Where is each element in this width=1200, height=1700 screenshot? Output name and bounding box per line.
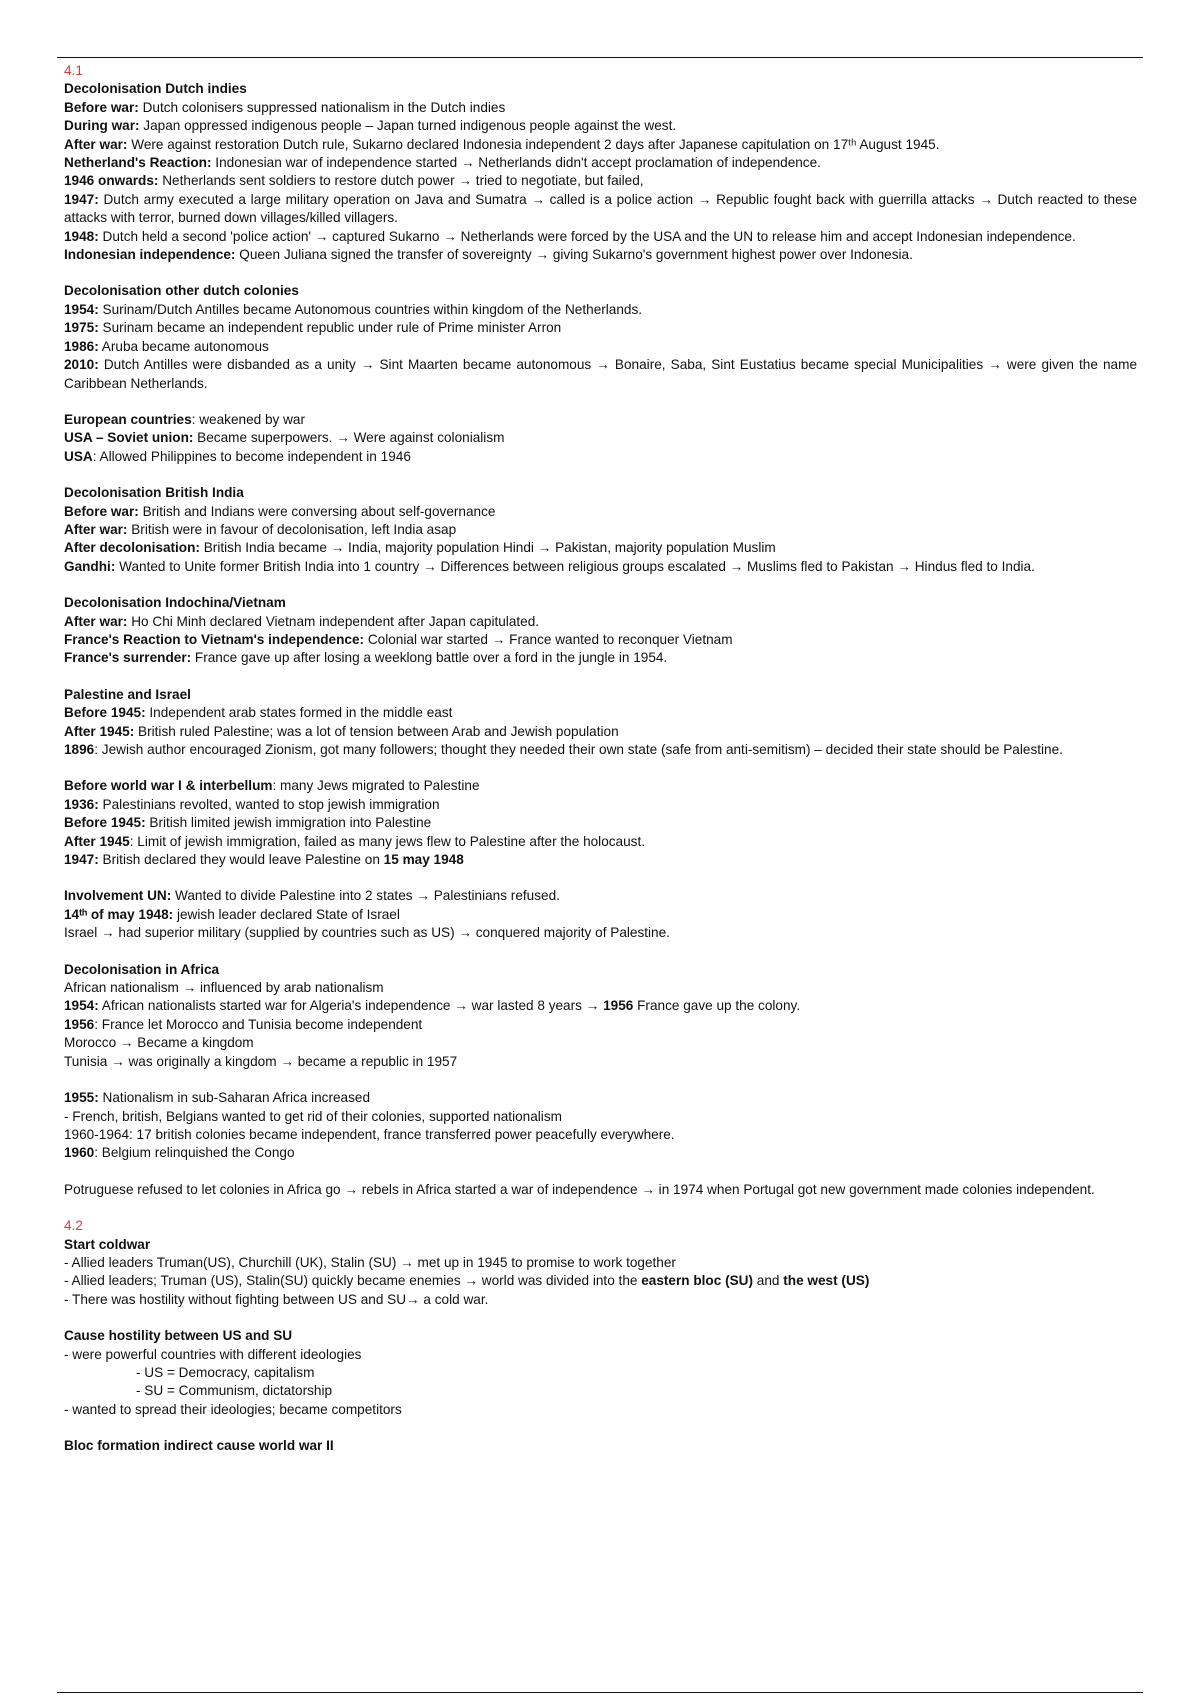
document-page xyxy=(64,62,1137,1456)
text-line: Netherland's Reaction: Indonesian war of independence started → Netherlands didn't accept proclamation of independence. xyxy=(64,155,821,171)
text-line: Israel → had superior military (supplied by countries such as US) → conquered majority of Palestine. xyxy=(64,925,670,941)
heading-british-india: Decolonisation British India xyxy=(64,485,244,501)
text-line: After war: Ho Chi Minh declared Vietnam independent after Japan capitulated. xyxy=(64,613,540,629)
heading-bloc-formation: Bloc formation indirect cause world war II xyxy=(64,1438,334,1454)
top-rule xyxy=(57,57,1143,58)
text-line: Before war: British and Indians were conversing about self-governance xyxy=(64,503,496,519)
text-line: 1975: Surinam became an independent republic under rule of Prime minister Arron xyxy=(64,320,562,336)
text-line: African nationalism → influenced by arab nationalism xyxy=(64,980,384,996)
text-line: - US = Democracy, capitalism xyxy=(136,1364,315,1380)
text-line: 1955: Nationalism in sub-Saharan Africa increased xyxy=(64,1090,371,1106)
text-paragraph: 1947: Dutch army executed a large military operation on Java and Sumatra → called is a police action → Republic fought back with guerrilla attacks → Dutch reacted to these attacks with terror, burned down villages/killed villagers. xyxy=(64,191,1137,226)
text-paragraph: 2010: Dutch Antilles were disbanded as a unity → Sint Maarten became autonomous → Bonaire, Saba, Sint Eustatius became special Municipalities → were given the name Caribbean Netherlands. xyxy=(64,357,1137,391)
heading-start-coldwar: Start coldwar xyxy=(64,1236,151,1252)
text-line: Before world war I & interbellum: many Jews migrated to Palestine xyxy=(64,778,480,794)
text-line: After 1945: Limit of jewish immigration, failed as many jews flew to Palestine after the holocaust. xyxy=(64,833,646,849)
text-line: Morocco → Became a kingdom xyxy=(64,1035,254,1051)
text-line: Tunisia → was originally a kingdom → became a republic in 1957 xyxy=(64,1053,458,1069)
text-line: - There was hostility without fighting between US and SU→ a cold war. xyxy=(64,1291,489,1307)
heading-dutch-indies: Decolonisation Dutch indies xyxy=(64,81,247,97)
text-line: USA: Allowed Philippines to become independent in 1946 xyxy=(64,448,411,464)
text-line: 14ᵗʰ of may 1948: jewish leader declared State of Israel xyxy=(64,906,400,922)
text-paragraph: Potruguese refused to let colonies in Africa go → rebels in Africa started a war of independence → in 1974 when Portugal got new government made colonies independent. xyxy=(64,1181,1095,1197)
text-line: - Allied leaders; Truman (US), Stalin(SU) quickly became enemies → world was divided into the eastern bloc (SU) and the west (US) xyxy=(64,1273,870,1289)
text-line: 1947: British declared they would leave Palestine on 15 may 1948 xyxy=(64,852,464,868)
text-line: - wanted to spread their ideologies; became competitors xyxy=(64,1401,402,1417)
text-line: After 1945: British ruled Palestine; was a lot of tension between Arab and Jewish population xyxy=(64,723,619,739)
text-paragraph: Gandhi: Wanted to Unite former British India into 1 country → Differences between religious groups escalated → Muslims fled to Pakistan → Hindus fled to India. xyxy=(64,558,1035,574)
text-paragraph: 1896: Jewish author encouraged Zionism, got many followers; thought they needed their own state (safe from anti-semitism) – decided their state should be Palestine. xyxy=(64,742,1063,757)
text-line: Before 1945: British limited jewish immigration into Palestine xyxy=(64,815,432,831)
text-line: After war: British were in favour of decolonisation, left India asap xyxy=(64,521,457,537)
text-line: After decolonisation: British India became → India, majority population Hindi → Pakistan, majority population Muslim xyxy=(64,540,776,556)
text-line: - SU = Communism, dictatorship xyxy=(136,1383,333,1399)
text-line: During war: Japan oppressed indigenous people – Japan turned indigenous people against the west. xyxy=(64,118,677,134)
text-line: Before war: Dutch colonisers suppressed nationalism in the Dutch indies xyxy=(64,99,506,115)
heading-indochina: Decolonisation Indochina/Vietnam xyxy=(64,595,286,611)
text-line: Indonesian independence: Queen Juliana signed the transfer of sovereignty → giving Sukarno's government highest power over Indonesia. xyxy=(64,247,913,263)
text-line: - were powerful countries with different ideologies xyxy=(64,1346,362,1362)
text-line: 1936: Palestinians revolted, wanted to stop jewish immigration xyxy=(64,796,440,812)
text-line: 1986: Aruba became autonomous xyxy=(64,338,269,354)
text-line: 1960-1964: 17 british colonies became independent, france transferred power peacefully everywhere. xyxy=(64,1126,675,1142)
text-line: - Allied leaders Truman(US), Churchill (UK), Stalin (SU) → met up in 1945 to promise to work together xyxy=(64,1254,676,1270)
heading-hostility: Cause hostility between US and SU xyxy=(64,1328,293,1344)
text-line: 1954: African nationalists started war for Algeria's independence → war lasted 8 years → 1956 France gave up the colony. xyxy=(64,998,801,1014)
text-line: 1960: Belgium relinquished the Congo xyxy=(64,1145,295,1161)
text-line: France's surrender: France gave up after losing a weeklong battle over a ford in the jungle in 1954. xyxy=(64,650,668,666)
text-line: 1954: Surinam/Dutch Antilles became Autonomous countries within kingdom of the Netherlands. xyxy=(64,301,643,317)
bottom-rule xyxy=(57,1692,1143,1693)
text-line: Involvement UN: Wanted to divide Palestine into 2 states → Palestinians refused. xyxy=(64,888,560,904)
section-number: 4.2 xyxy=(64,1218,83,1234)
text-line: After war: Were against restoration Dutch rule, Sukarno declared Indonesia independent 2 days after Japanese capitulation on 17ᵗʰ August 1945. xyxy=(64,136,940,152)
text-line: - French, british, Belgians wanted to get rid of their colonies, supported nationalism xyxy=(64,1108,562,1124)
heading-africa: Decolonisation in Africa xyxy=(64,961,220,977)
section-number: 4.1 xyxy=(64,63,83,78)
text-line: European countries: weakened by war xyxy=(64,411,305,427)
heading-palestine: Palestine and Israel xyxy=(64,686,191,702)
text-line: Before 1945: Independent arab states formed in the middle east xyxy=(64,705,453,721)
text-paragraph: 1948: Dutch held a second 'police action' → captured Sukarno → Netherlands were forced by the USA and the UN to release him and accept Indonesian independence. xyxy=(64,228,1076,244)
text-line: France's Reaction to Vietnam's independence: Colonial war started → France wanted to reconquer Vietnam xyxy=(64,631,733,647)
heading-other-dutch-colonies: Decolonisation other dutch colonies xyxy=(64,283,299,299)
text-line: USA – Soviet union: Became superpowers. → Were against colonialism xyxy=(64,430,505,446)
text-line: 1956: France let Morocco and Tunisia become independent xyxy=(64,1016,423,1032)
text-line: 1946 onwards: Netherlands sent soldiers to restore dutch power → tried to negotiate, but failed, xyxy=(64,173,644,189)
